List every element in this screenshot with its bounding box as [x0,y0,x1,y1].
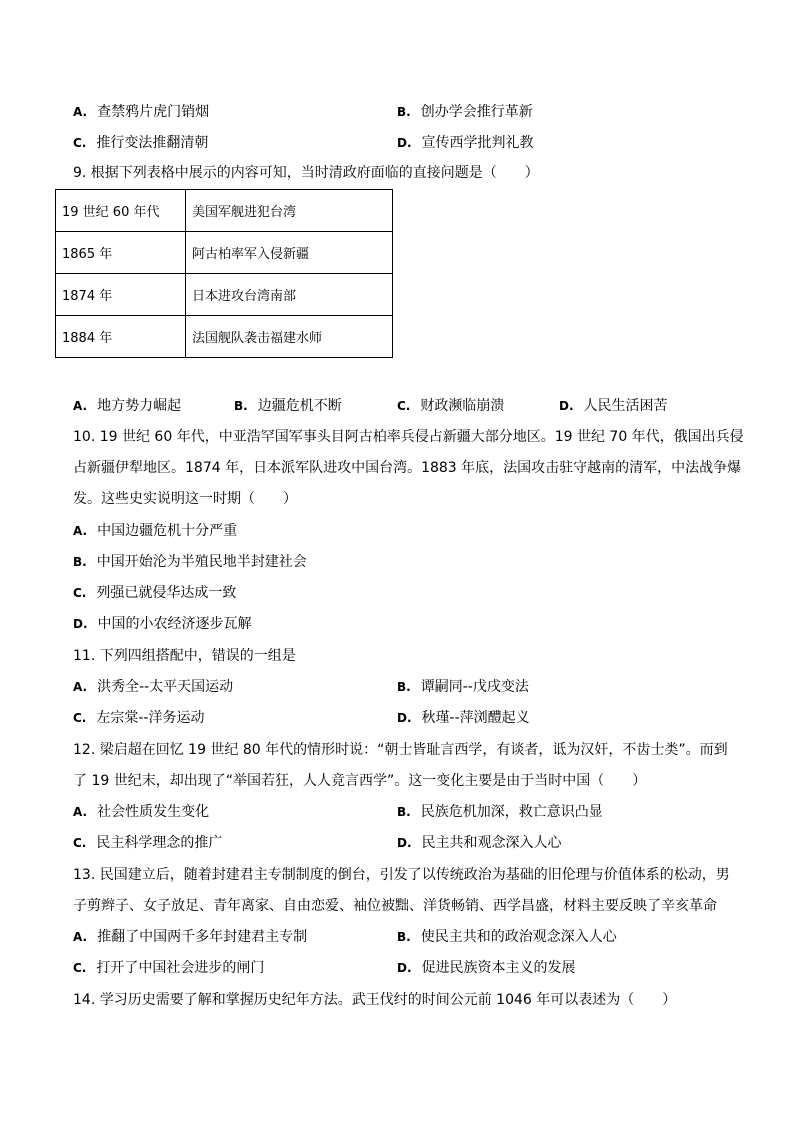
table-cell-event: 法国舰队袭击福建水师 [186,316,393,358]
q12-stem-line-1: 12. 梁启超在回忆 19 世纪 80 年代的情形时说：“朝士皆耻言西学，有谈者，诋为汉奸，不齿士类”。而到 [73,742,728,758]
q9-option-b[interactable] [234,396,342,416]
option-text: 边疆危机不断 [257,398,342,414]
table-cell-time: 1865 年 [56,232,186,274]
option-letter: B. [397,105,411,119]
option-text: 财政濒临崩溃 [420,398,505,414]
option-text: 中国边疆危机十分严重 [97,523,238,539]
table-cell-event: 阿古柏率军入侵新疆 [186,232,393,274]
q8-option-c[interactable] [73,133,208,153]
q10-option-c[interactable] [73,583,236,603]
option-text: 左宗棠--洋务运动 [96,710,205,726]
table-row [56,190,393,232]
option-letter: B. [234,399,248,413]
option-letter: C. [73,836,87,850]
q10-stem-line-3: 发。这些史实说明这一时期（ ） [73,491,297,507]
option-letter: A. [73,680,88,694]
option-text: 社会性质发生变化 [97,804,210,820]
option-letter: D. [73,617,88,631]
q13-stem-line-2: 子剪辫子、女子放足、青年离家、自由恋爱、袖位被黜、洋货畅销、西学昌盛，材料主要反映了辛亥革命 [73,898,717,914]
table-cell-time: 1884 年 [56,316,186,358]
q13-option-b[interactable] [397,927,617,947]
option-text: 列强已就侵华达成一致 [96,585,237,601]
q10-stem-line-2: 占新疆伊犁地区。1874 年，日本派军队进攻中国台湾。1883 年底，法国攻击驻守越南的清军，中法战争爆 [73,460,742,476]
option-letter: C. [397,399,411,413]
q12-option-b[interactable] [397,802,603,822]
q13-option-a[interactable] [73,927,307,947]
option-text: 打开了中国社会进步的闸门 [96,960,265,976]
table-row [56,232,393,274]
q8-option-d[interactable] [397,133,534,153]
q11-option-c[interactable] [73,708,204,728]
q11-option-d[interactable] [397,708,530,728]
table-cell-event: 美国军舰进犯台湾 [186,190,393,232]
q10-option-b[interactable] [73,552,307,572]
option-letter: A. [73,105,88,119]
q10-option-a[interactable] [73,521,237,541]
option-text: 人民生活困苦 [583,398,668,414]
option-letter: D. [397,836,412,850]
option-text: 推行变法推翻清朝 [96,135,209,151]
q12-stem-line-2: 了 19 世纪末，却出现了“举国若狂，人人竞言西学”。这一变化主要是由于当时中国（ ） [73,773,647,789]
option-text: 谭嗣同--戊戌变法 [420,679,529,695]
option-letter: A. [73,524,88,538]
option-letter: B. [397,680,411,694]
option-text: 民主科学理念的推广 [96,835,223,851]
option-letter: C. [73,961,87,975]
q14-stem: 14. 学习历史需要了解和掌握历史纪年方法。武王伐纣的时间公元前 1046 年可以表述为（ ） [73,992,677,1008]
option-text: 洪秀全--太平天国运动 [97,679,234,695]
option-text: 地方势力崛起 [97,398,182,414]
q8-option-a[interactable] [73,102,209,122]
q10-option-d[interactable] [73,614,252,634]
option-letter: B. [73,555,87,569]
option-text: 民主共和观念深入人心 [421,835,562,851]
option-text: 民族危机加深，救亡意识凸显 [420,804,603,820]
option-letter: A. [73,930,88,944]
option-text: 推翻了中国两千多年封建君主专制 [97,929,308,945]
q9-option-c[interactable] [397,396,504,416]
option-letter: C. [73,586,87,600]
option-text: 促进民族资本主义的发展 [421,960,576,976]
option-letter: B. [397,930,411,944]
q10-stem-line-1: 10. 19 世纪 60 年代，中亚浩罕国军事头目阿古柏率兵侵占新疆大部分地区。19 世纪 70 年代，俄国出兵侵 [73,429,744,445]
option-letter: D. [559,399,574,413]
q9-option-a[interactable] [73,396,181,416]
option-letter: C. [73,711,87,725]
option-letter: A. [73,399,88,413]
option-text: 秋瑾--萍浏醴起义 [421,710,530,726]
table-row [56,274,393,316]
q13-stem-line-1: 13. 民国建立后，随着封建君主专制制度的倒台，引发了以传统政治为基础的旧伦理与价值体系的松动，男 [73,867,730,883]
q9-table [55,189,393,358]
table-cell-time: 19 世纪 60 年代 [56,190,186,232]
option-letter: B. [397,805,411,819]
q12-option-c[interactable] [73,833,222,853]
option-text: 中国开始沦为半殖民地半封建社会 [96,554,307,570]
q13-option-c[interactable] [73,958,264,978]
table-cell-time: 1874 年 [56,274,186,316]
option-text: 使民主共和的政治观念深入人心 [420,929,617,945]
option-letter: D. [397,136,412,150]
option-letter: C. [73,136,87,150]
q11-option-a[interactable] [73,677,233,697]
option-letter: D. [397,961,412,975]
option-text: 中国的小农经济逐步瓦解 [97,616,252,632]
q12-option-a[interactable] [73,802,209,822]
option-text: 查禁鸦片虎门销烟 [97,104,210,120]
q9-option-d[interactable] [559,396,668,416]
q11-stem: 11. 下列四组搭配中，错误的一组是 [73,648,296,664]
q8-option-b[interactable] [397,102,533,122]
q12-option-d[interactable] [397,833,562,853]
option-text: 创办学会推行革新 [420,104,533,120]
q9-stem: 9. 根据下列表格中展示的内容可知，当时清政府面临的直接问题是（ ） [73,165,539,181]
q13-option-d[interactable] [397,958,576,978]
table-row [56,316,393,358]
q11-option-b[interactable] [397,677,529,697]
option-letter: D. [397,711,412,725]
table-cell-event: 日本进攻台湾南部 [186,274,393,316]
option-text: 宣传西学批判礼教 [421,135,534,151]
option-letter: A. [73,805,88,819]
